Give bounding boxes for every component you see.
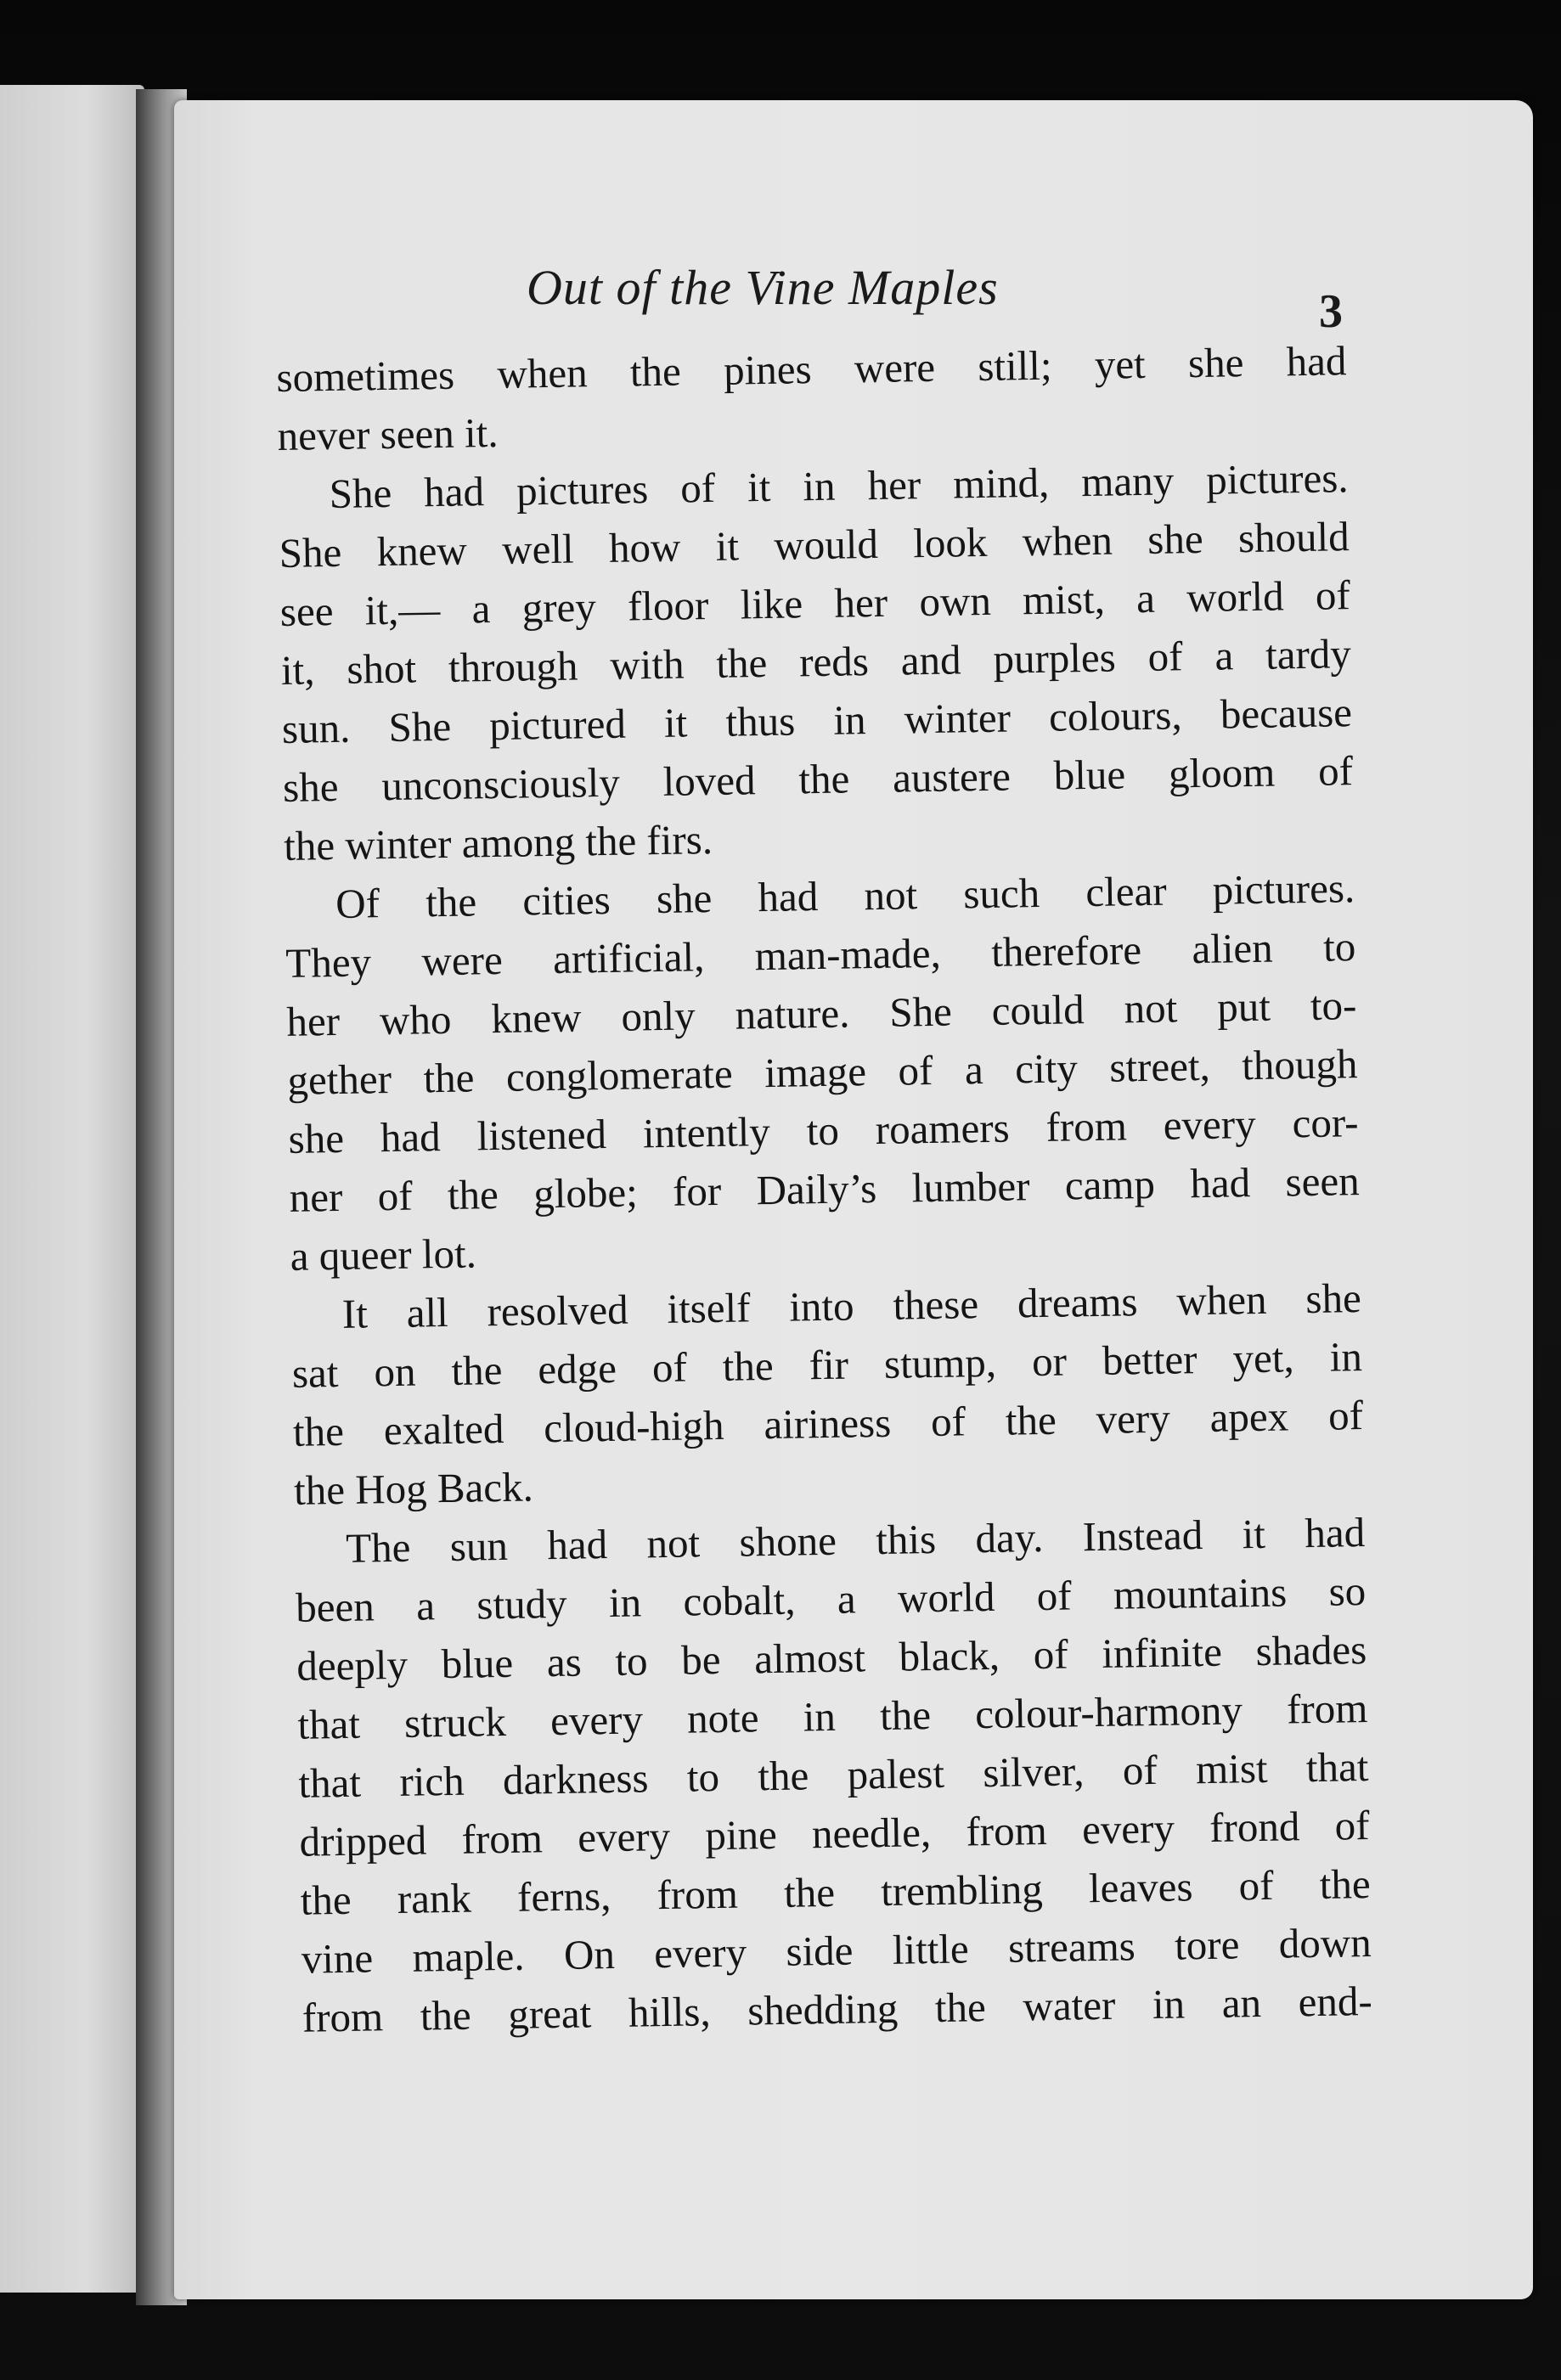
text-line: sun. She pictured it thus in winter colours, because [281, 689, 1353, 752]
paragraph-1 [276, 331, 1348, 465]
text-line: ner of the globe; for Daily’s lumber camp had seen [289, 1157, 1360, 1221]
text-line: from the great hills, shedding the water in an end- [301, 1977, 1373, 2041]
text-line: Of the cities she had not such clear pictures. [335, 864, 1355, 927]
text-line: She had pictures of it in her mind, many pictures. [329, 454, 1349, 518]
text-line: the Hog Back. [293, 1463, 534, 1514]
paragraph-4 [290, 1269, 1364, 1520]
text-line: the rank ferns, from the trembling leaves of the [300, 1860, 1371, 1924]
text-line: a queer lot. [290, 1229, 477, 1280]
text-line: see it,— a grey floor like her own mist, a world of [279, 571, 1351, 635]
text-line: gether the conglomerate image of a city street, though [287, 1040, 1358, 1104]
text-line: She knew well how it would look when she should [279, 513, 1350, 577]
text-line: it, shot through with the reds and purples of a tardy [280, 630, 1352, 694]
text-line: that rich darkness to the palest silver, of mist that [298, 1743, 1369, 1807]
text-line: vine maple. On every side little streams tore down [301, 1918, 1372, 1983]
page-number: 3 [1319, 285, 1343, 338]
text-line: that struck every note in the colour-harmony from [297, 1685, 1368, 1748]
text-line: It all resolved itself into these dreams when she [341, 1274, 1362, 1337]
body-text [276, 331, 1372, 2047]
running-head: Out of the Vine Maples [527, 260, 999, 315]
text-line: never seen it. [277, 408, 499, 459]
text-line: she unconsciously loved the austere blue gloom of [282, 747, 1354, 811]
text-line: the exalted cloud-high airiness of the very apex of [292, 1392, 1364, 1455]
text-line: her who knew only nature. She could not put to- [286, 982, 1357, 1045]
paragraph-5 [295, 1503, 1373, 2047]
paragraph-2 [278, 448, 1354, 875]
text-line: dripped from every pine needle, from every frond of [299, 1801, 1370, 1865]
text-line: deeply blue as to be almost black, of infinite shades [296, 1626, 1367, 1690]
text-line: been a study in cobalt, a world of mountains so [295, 1567, 1367, 1631]
text-line: sometimes when the pines were still; yet she had [276, 337, 1347, 401]
text-line: she had listened intently to roamers from every cor- [288, 1099, 1359, 1162]
text-line: They were artificial, man-made, therefore alien to [285, 923, 1356, 987]
text-line: The sun had not shone this day. Instead it had [345, 1509, 1366, 1572]
previous-page-edge [0, 85, 144, 2293]
paragraph-3 [285, 858, 1361, 1286]
text-line: sat on the edge of the fir stump, or better yet, in [291, 1333, 1363, 1397]
text-line: the winter among the firs. [283, 816, 713, 869]
